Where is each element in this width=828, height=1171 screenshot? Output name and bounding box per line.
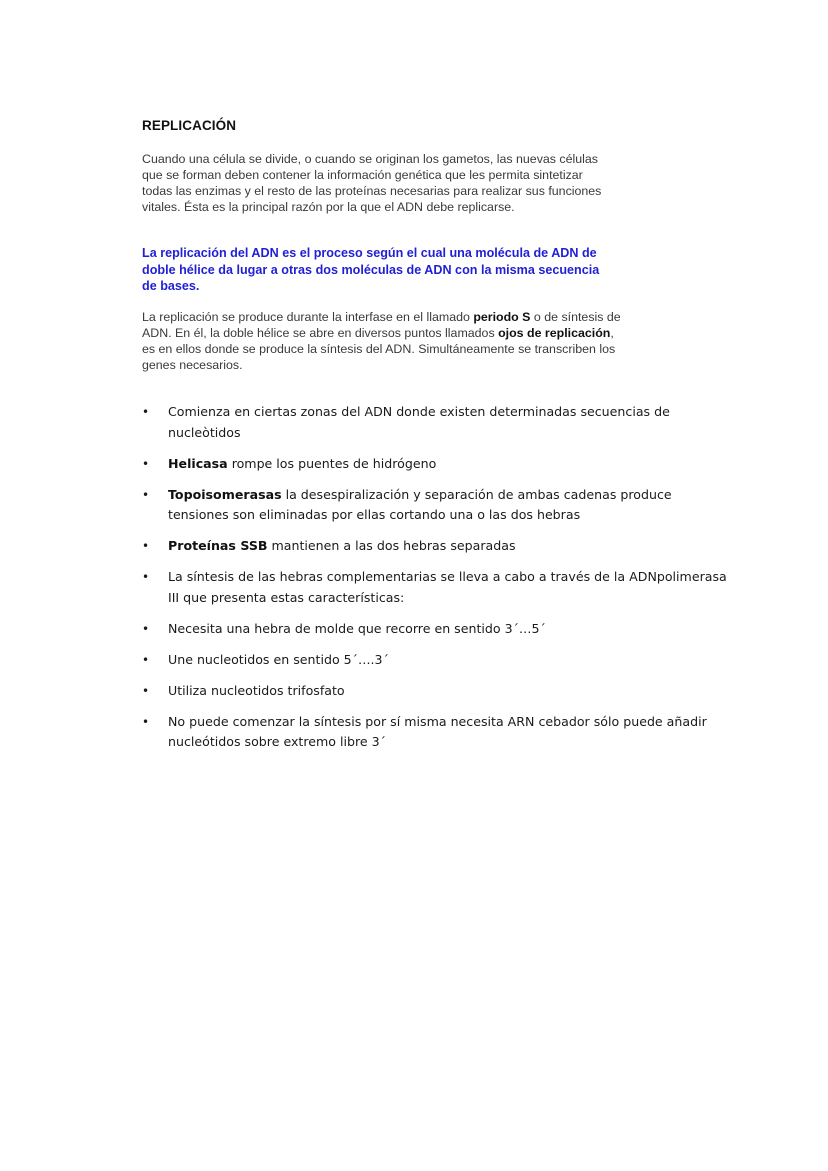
intro-paragraph: Cuando una célula se divide, o cuando se originan los gametos, las nuevas células que se forman deben contener la información genética que les permita sintetizar todas las enzimas y el resto de las proteínas necesarias para realizar sus funciones vitales. Ésta es la principal razón por la que el ADN debe replicarse. [142,152,602,214]
list-item [142,536,732,557]
list-item-text: No puede comenzar la síntesis por sí misma necesita ARN cebador sólo puede añadir nucleótidos sobre extremo libre 3´ [168,713,707,749]
list-item-text: rompe los puentes de hidrógeno [227,455,437,471]
list-item-text: Necesita una hebra de molde que recorre en sentido 3´…5´ [168,620,546,636]
bullet-icon: • [142,652,150,667]
list-item-text: Comienza en ciertas zonas del ADN donde existen determinadas secuencias de nucleòtidos [168,404,670,440]
ojos-replicacion-term: ojos de replicación [498,326,611,340]
list-item-term: Helicasa [168,455,228,471]
list-item [142,454,732,475]
list-item [142,402,732,443]
bullet-icon: • [142,539,150,553]
list-item [142,567,732,608]
periodo-s-term: periodo S [473,310,531,324]
bullet-icon: • [142,487,150,502]
bullet-icon: • [142,570,150,584]
list-item [142,650,732,671]
list-item-text: Une nucleotidos en sentido 5´….3´ [168,651,389,667]
bullet-icon: • [142,456,150,471]
replication-paragraph [142,309,622,373]
replication-text-3: , es en ellos donde se produce la síntesis del ADN. Simultáneamente se transcriben los genes necesarios. [142,326,616,372]
replication-text-2: o de síntesis de ADN. En él, la doble hélice se abre en diversos puntos llamados [142,310,621,340]
definition-paragraph: La replicación del ADN es el proceso según el cual una molécula de ADN de doble hélice da lugar a otras dos moléculas de ADN con la misma secuencia de bases. [142,246,600,293]
bullet-icon: • [142,621,150,636]
list-item [142,712,732,753]
list-item-text: Utiliza nucleotidos trifosfato [168,682,345,698]
bullet-icon: • [142,405,150,419]
list-item-text: mantienen a las dos hebras separadas [267,538,516,553]
bullet-list [142,402,732,763]
section-title: REPLICACIÓN [142,118,237,133]
bullet-icon: • [142,714,150,729]
replication-text-1: La replicación se produce durante la interfase en el llamado [142,310,474,324]
bullet-icon: • [142,683,150,698]
list-item-term: Topoisomerasas [168,486,282,502]
list-item-text: La síntesis de las hebras complementarias se lleva a cabo a través de la ADNpolimerasa III que presenta estas características: [168,569,727,605]
list-item-text: la desespiralización y separación de ambas cadenas produce tensiones son eliminadas por ellas cortando una o las dos hebras [168,486,672,522]
list-item [142,485,732,526]
list-item [142,681,732,702]
list-item [142,619,732,640]
list-item-term: Proteínas SSB [168,538,268,553]
